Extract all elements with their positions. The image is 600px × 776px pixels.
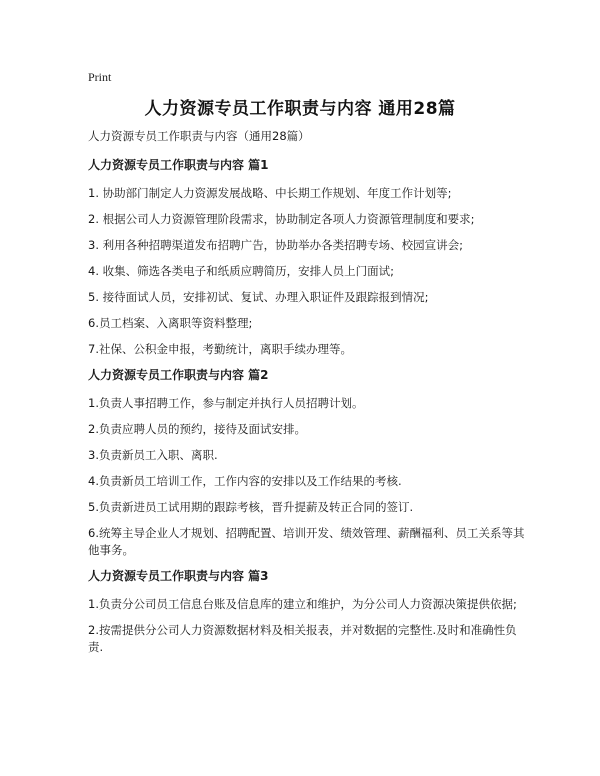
- section-1: [88, 157, 528, 358]
- list-item: 6.统筹主导企业人才规划、招聘配置、培训开发、绩效管理、薪酬福利、员工关系等其他事务。: [88, 526, 525, 557]
- document-subtitle: 人力资源专员工作职责与内容（通用28篇）: [88, 129, 310, 143]
- list-item: 4. 收集、筛选各类电子和纸质应聘简历，安排人员上门面试;: [88, 264, 394, 278]
- list-item: 3.负责新员工入职、离职.: [88, 448, 218, 462]
- list-item: 2.按需提供分公司人力资源数据材料及相关报表，并对数据的完整性.及时和准确性负责.: [88, 623, 517, 654]
- list-item: 6.员工档案、入离职等资料整理;: [88, 316, 253, 330]
- list-item: 2. 根据公司人力资源管理阶段需求，协助制定各项人力资源管理制度和要求;: [88, 212, 475, 226]
- section-3: [88, 568, 528, 656]
- list-item: 7.社保、公积金申报，考勤统计，离职手续办理等。: [88, 342, 352, 356]
- list-item: 4.负责新员工培训工作，工作内容的安排以及工作结果的考核.: [88, 474, 402, 488]
- section-heading: 人力资源专员工作职责与内容 篇3: [88, 569, 269, 583]
- list-item: 5.负责新进员工试用期的跟踪考核，晋升提薪及转正合同的签订.: [88, 500, 414, 514]
- document-title: 人力资源专员工作职责与内容 通用28篇: [144, 99, 456, 119]
- section-2: [88, 367, 528, 559]
- list-item: 1. 协助部门制定人力资源发展战略、中长期工作规划、年度工作计划等;: [88, 186, 452, 200]
- print-label[interactable]: Print: [88, 70, 112, 84]
- list-item: 3. 利用各种招聘渠道发布招聘广告，协助举办各类招聘专场、校园宣讲会;: [88, 238, 463, 252]
- list-item: 5. 接待面试人员，安排初试、复试、办理入职证件及跟踪报到情况;: [88, 290, 429, 304]
- section-heading: 人力资源专员工作职责与内容 篇2: [88, 368, 269, 382]
- list-item: 1.负责人事招聘工作，参与制定并执行人员招聘计划。: [88, 396, 364, 410]
- list-item: 1.负责分公司员工信息台账及信息库的建立和维护，为分公司人力资源决策提供依据;: [88, 597, 517, 611]
- document-body: [88, 128, 528, 665]
- list-item: 2.负责应聘人员的预约，接待及面试安排。: [88, 422, 306, 436]
- section-heading: 人力资源专员工作职责与内容 篇1: [88, 158, 269, 172]
